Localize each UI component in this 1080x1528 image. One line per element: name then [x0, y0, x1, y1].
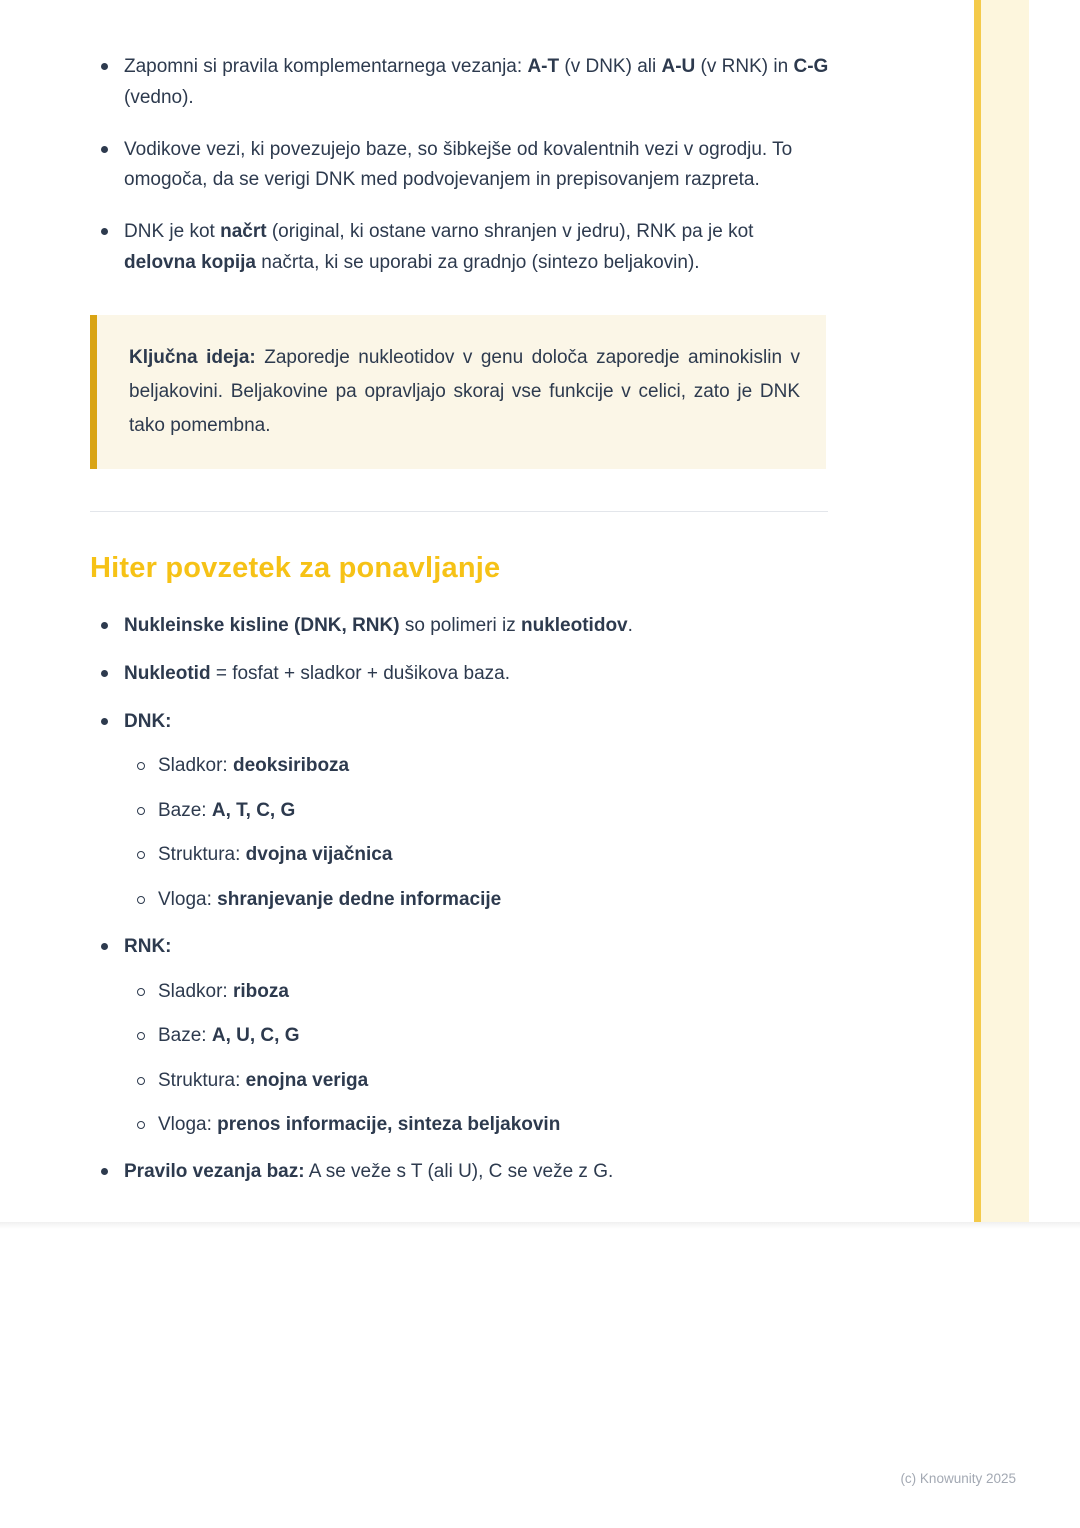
- page-bottom-shadow: [0, 1222, 1080, 1229]
- bullet-text: Vodikove vezi, ki povezujejo baze, so šibkejše od kovalentnih vezi v ogrodju. To omogoča, da se verigi DNK med podvojevanjem in prepisovanjem razpreta.: [124, 138, 793, 191]
- intro-bullet-list: [90, 52, 830, 279]
- sub-list-item: [124, 751, 830, 781]
- bullet-text: Baze: A, T, C, G: [158, 799, 296, 821]
- bullet-text: RNK:: [124, 936, 172, 958]
- list-item-rnk: [90, 932, 830, 1140]
- bullet-text: Vloga: prenos informacije, sinteza beljakovin: [158, 1113, 561, 1135]
- bullet-text: Nukleotid = fosfat + sladkor + dušikova baza.: [124, 662, 510, 684]
- section-heading: Hiter povzetek za ponavljanje: [90, 552, 501, 585]
- bullet-text: Nukleinske kisline (DNK, RNK) so polimeri iz nukleotidov.: [124, 615, 633, 637]
- bullet-text: Vloga: shranjevanje dedne informacije: [158, 888, 502, 910]
- bullet-text: Zapomni si pravila komplementarnega vezanja: A-T (v DNK) ali A-U (v RNK) in C-G (vedno).: [124, 56, 829, 108]
- key-idea-callout: [90, 315, 826, 470]
- callout-text: Ključna ideja: Zaporedje nukleotidov v genu določa zaporedje aminokislin v beljakovini. Beljakovine pa opravljajo skoraj vse funkcije v celici, zato je DNK tako pomembna.: [129, 346, 800, 436]
- summary-bullet-list: [90, 611, 830, 1188]
- list-item: [90, 659, 830, 690]
- bullet-text: Sladkor: deoksiriboza: [158, 755, 350, 777]
- list-item: [90, 217, 830, 279]
- list-item: [90, 52, 830, 114]
- bullet-text: Baze: A, U, C, G: [158, 1025, 300, 1047]
- bullet-text: DNK je kot načrt (original, ki ostane varno shranjen v jedru), RNK pa je kot delovna kopija načrta, ki se uporabi za gradnjo (sintezo beljakovin).: [124, 221, 754, 273]
- bullet-text: Pravilo vezanja baz: A se veže s T (ali U), C se veže z G.: [124, 1161, 614, 1183]
- sub-list-item: [124, 885, 830, 915]
- note-content: [90, 0, 830, 1188]
- bullet-text: Sladkor: riboza: [158, 980, 289, 1002]
- dnk-sublist: [124, 751, 830, 915]
- section-divider: [90, 511, 828, 512]
- list-item: [90, 1157, 830, 1188]
- list-item: [90, 135, 830, 197]
- bullet-text: Struktura: dvojna vijačnica: [158, 844, 393, 866]
- list-item-dnk: [90, 707, 830, 915]
- right-accent-band: [981, 0, 1029, 1222]
- sub-list-item: [124, 840, 830, 870]
- bullet-text: DNK:: [124, 710, 172, 732]
- sub-list-item: [124, 1021, 830, 1051]
- right-accent-line: [974, 0, 981, 1222]
- sub-list-item: [124, 1066, 830, 1096]
- sub-list-item: [124, 1110, 830, 1140]
- sub-list-item: [124, 796, 830, 826]
- copyright-footer: (c) Knowunity 2025: [900, 1471, 1016, 1486]
- bullet-text: Struktura: enojna veriga: [158, 1069, 369, 1091]
- rnk-sublist: [124, 977, 830, 1141]
- list-item: [90, 611, 830, 642]
- sub-list-item: [124, 977, 830, 1007]
